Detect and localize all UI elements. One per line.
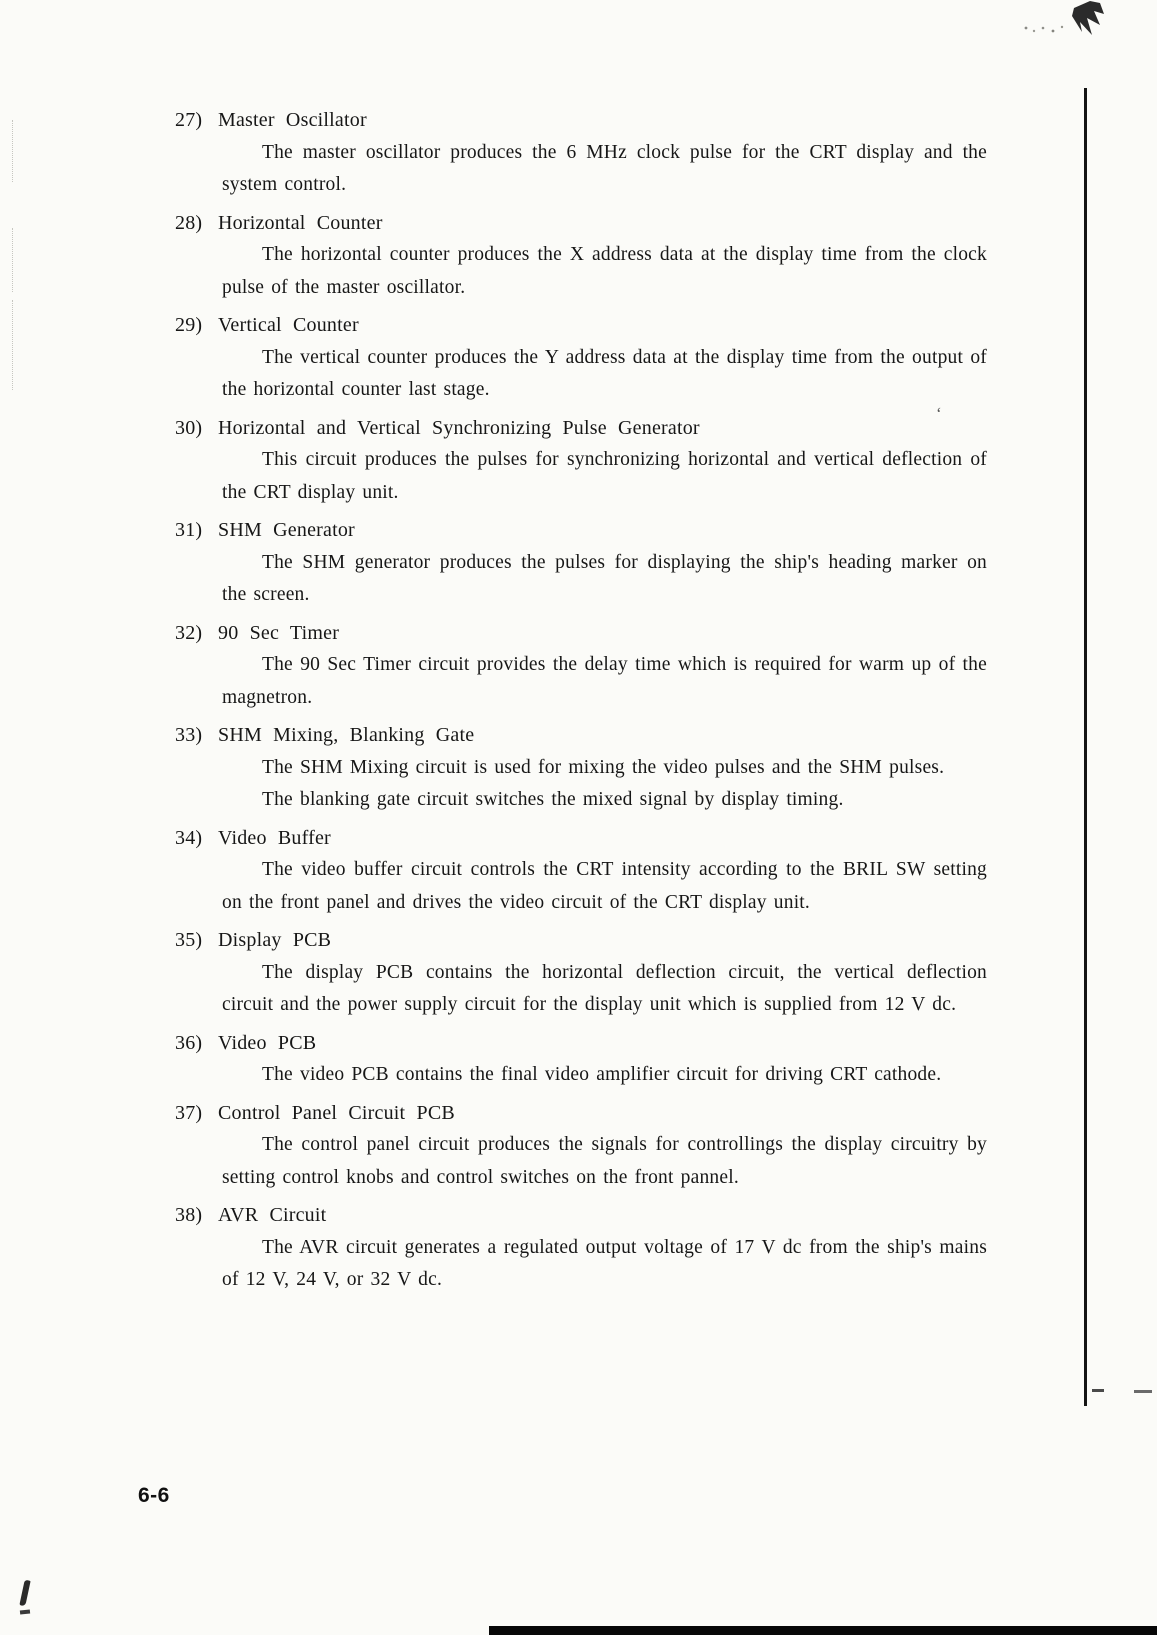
item-paragraph: The master oscillator produces the 6 MHz clock pulse for the CRT display and the system control. bbox=[222, 141, 987, 195]
item-body bbox=[222, 1232, 987, 1297]
list-item bbox=[175, 412, 987, 510]
item-heading bbox=[175, 617, 987, 650]
item-body bbox=[222, 854, 987, 919]
list-item bbox=[175, 1097, 987, 1195]
item-heading bbox=[175, 207, 987, 240]
item-body bbox=[222, 649, 987, 714]
scan-artifact-dash bbox=[1134, 1390, 1152, 1393]
item-heading bbox=[175, 719, 987, 752]
item-title: SHM Mixing, Blanking Gate bbox=[218, 724, 475, 746]
item-title: Video Buffer bbox=[218, 826, 331, 849]
scan-artifact-speck: ‘ bbox=[936, 404, 942, 423]
item-body bbox=[222, 239, 987, 304]
item-number: 29) bbox=[175, 314, 203, 336]
item-number: 33) bbox=[175, 724, 203, 746]
list-item bbox=[175, 719, 987, 817]
item-paragraph: The AVR circuit generates a regulated output voltage of 17 V dc from the ship's mains of 12 V, 24 V, or 32 V dc. bbox=[222, 1236, 987, 1290]
item-paragraph: The SHM Mixing circuit is used for mixing the video pulses and the SHM pulses. bbox=[262, 756, 945, 778]
item-title: Horizontal and Vertical Synchronizing Pulse Generator bbox=[218, 416, 700, 439]
item-paragraph: The control panel circuit produces the signals for controllings the display circuitry by setting control knobs and control switches on the front pannel. bbox=[222, 1134, 987, 1188]
item-body bbox=[222, 547, 987, 612]
item-title: Vertical Counter bbox=[218, 314, 359, 336]
item-number: 35) bbox=[175, 929, 203, 951]
item-title: 90 Sec Timer bbox=[218, 621, 340, 644]
item-body bbox=[222, 1059, 987, 1092]
item-heading bbox=[175, 822, 987, 855]
item-paragraph: This circuit produces the pulses for synchronizing horizontal and vertical deflection of the CRT display unit. bbox=[222, 449, 987, 503]
list-item bbox=[175, 514, 987, 612]
item-heading bbox=[175, 412, 987, 445]
scan-artifact-right-line bbox=[1084, 88, 1087, 1406]
item-title: AVR Circuit bbox=[218, 1204, 327, 1226]
scan-artifact-corner-mark bbox=[1016, 0, 1116, 46]
item-paragraph: The video buffer circuit controls the CRT intensity according to the BRIL SW setting on the front panel and drives the video circuit of the CRT display unit. bbox=[222, 859, 987, 913]
item-paragraph: The video PCB contains the final video amplifier circuit for driving CRT cathode. bbox=[262, 1064, 942, 1085]
item-body bbox=[222, 342, 987, 407]
item-heading bbox=[175, 924, 987, 957]
item-title: Master Oscillator bbox=[218, 109, 367, 131]
item-heading bbox=[175, 104, 987, 137]
list-item bbox=[175, 617, 987, 715]
scan-artifact-smudge bbox=[19, 1580, 30, 1607]
list-item bbox=[175, 207, 987, 305]
scan-artifact-bottom-bar bbox=[489, 1626, 1157, 1635]
item-paragraph: The 90 Sec Timer circuit provides the delay time which is required for warm up of the magnetron. bbox=[222, 654, 987, 708]
item-number: 30) bbox=[175, 416, 203, 439]
item-title: Video PCB bbox=[218, 1031, 317, 1054]
scan-artifact-left-dots bbox=[12, 228, 13, 292]
item-number: 37) bbox=[175, 1101, 203, 1124]
item-title: SHM Generator bbox=[218, 519, 355, 541]
item-body bbox=[222, 137, 987, 202]
item-number: 36) bbox=[175, 1031, 203, 1054]
list-item bbox=[175, 1027, 987, 1092]
item-heading bbox=[175, 1097, 987, 1130]
item-heading bbox=[175, 309, 987, 342]
list-item bbox=[175, 1199, 987, 1297]
item-number: 38) bbox=[175, 1204, 203, 1226]
item-paragraph: The horizontal counter produces the X address data at the display time from the clock pulse of the master oscillator. bbox=[222, 244, 987, 298]
item-title: Control Panel Circuit PCB bbox=[218, 1101, 455, 1124]
scan-artifact-left-dots bbox=[12, 120, 13, 182]
scan-artifact-left-dots bbox=[12, 300, 13, 390]
item-body bbox=[222, 752, 987, 817]
item-body bbox=[222, 444, 987, 509]
scan-artifact-dash bbox=[1092, 1389, 1104, 1392]
item-paragraph: The display PCB contains the horizontal deflection circuit, the vertical deflection circuit and the power supply circuit for the display unit which is supplied from 12 V dc. bbox=[222, 961, 987, 1015]
scan-artifact-smudge bbox=[20, 1609, 30, 1614]
item-title: Horizontal Counter bbox=[218, 211, 383, 234]
item-body bbox=[222, 1129, 987, 1194]
item-heading bbox=[175, 1027, 987, 1060]
item-number: 32) bbox=[175, 621, 203, 644]
item-body bbox=[222, 957, 987, 1022]
page-number: 6-6 bbox=[138, 1484, 170, 1507]
list-item bbox=[175, 822, 987, 920]
item-title: Display PCB bbox=[218, 929, 332, 951]
item-paragraph: The vertical counter produces the Y address data at the display time from the output of the horizontal counter last stage. bbox=[222, 346, 987, 400]
list-item bbox=[175, 309, 987, 407]
list-item bbox=[175, 924, 987, 1022]
item-number: 27) bbox=[175, 109, 203, 131]
item-paragraph: The SHM generator produces the pulses for displaying the ship's heading marker on the screen. bbox=[222, 551, 987, 605]
item-number: 31) bbox=[175, 519, 203, 541]
list-item bbox=[175, 104, 987, 202]
item-heading bbox=[175, 514, 987, 547]
item-number: 34) bbox=[175, 826, 203, 849]
item-paragraph: The blanking gate circuit switches the mixed signal by display timing. bbox=[262, 789, 844, 810]
item-number: 28) bbox=[175, 211, 203, 234]
item-heading bbox=[175, 1199, 987, 1232]
item-list bbox=[175, 104, 987, 1302]
